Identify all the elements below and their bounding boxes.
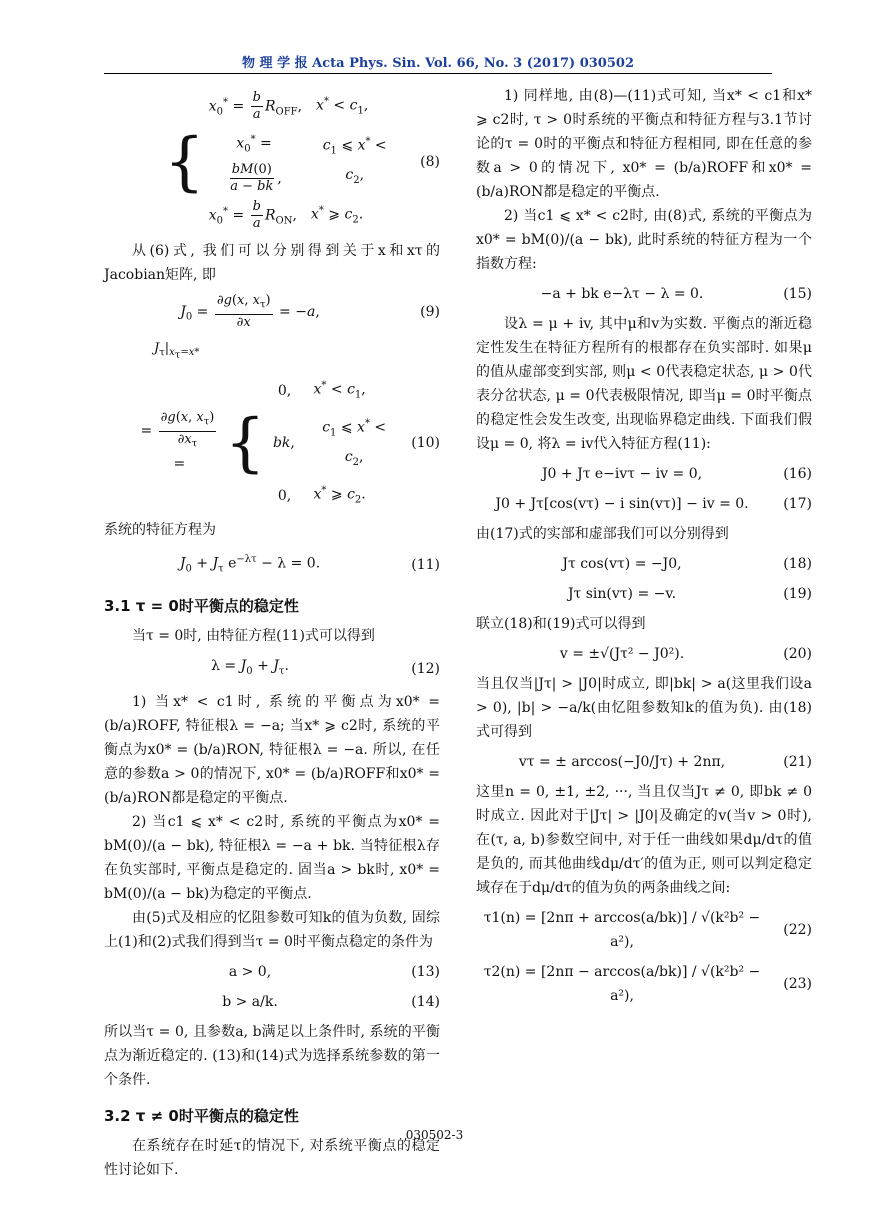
equation-21: vτ = ± arccos(−J0/Jτ) + 2nπ, (21) xyxy=(476,750,812,774)
header-rule xyxy=(104,73,772,74)
equation-number: (12) xyxy=(411,660,440,677)
equation-number: (18) xyxy=(783,556,812,572)
paragraph: 由(17)式的实部和虚部我们可以分别得到 xyxy=(476,526,729,542)
equation-number: (11) xyxy=(411,557,440,574)
page-number: 030502-3 xyxy=(405,1128,464,1142)
paragraph: 设λ = μ + iv, 其中μ和v为实数. 平衡点的渐近稳定性发生在特征方程所有的根都存在负实部时. 如果μ的值从虚部变到实部, 则μ < 0代表稳定状态, μ > 0代表分岔状态, μ = 0代表极限情况, 即当μ = 0时平衡点的稳定性会发生改变, 出现临界稳定曲线. 下面我们假设μ = 0, 将λ = iv代入特征方程(11): xyxy=(476,316,812,452)
paragraph: 联立(18)和(19)式可以得到 xyxy=(476,616,646,632)
paragraph: 所以当τ = 0, 且参数a, b满足以上条件时, 系统的平衡点为渐近稳定的. (13)和(14)式为选择系统参数的第一个条件. xyxy=(104,1023,440,1088)
equation-number: (22) xyxy=(783,922,812,938)
left-column xyxy=(104,84,440,1182)
jtau-label: $J_\tau|_{x_\tau=x*}$ xyxy=(154,340,200,362)
section-heading-3-2: 3.2 τ ≠ 0时平衡点的稳定性 xyxy=(104,1106,299,1125)
paragraph: 2) 当c1 ⩽ x* < c2时, 由(8)式, 系统的平衡点为x0* = bM(0)/(a − bk), 此时系统的特征方程为一个指数方程: xyxy=(476,208,812,272)
equation-number: (15) xyxy=(783,286,812,302)
paragraph: 在系统存在时延τ的情况下, 对系统平衡点的稳定性讨论如下. xyxy=(104,1137,440,1178)
equation-23: τ2(n) = [2nπ − arccos(a/bk)] / √(k²b² − a²), (23) xyxy=(483,964,812,1004)
paragraph: 当且仅当|Jτ| > |J0|时成立, 即|bk| > a(这里我们设a > 0), |b| > −a/k(由忆阻参数知k的值为负). 由(18)式可得到 xyxy=(476,676,812,740)
paragraph: 当τ = 0时, 由特征方程(11)式可以得到 xyxy=(132,627,375,644)
equation-20: v = ±√(Jτ² − J0²). (20) xyxy=(476,642,812,666)
equation-number: (21) xyxy=(783,754,812,770)
equation-19: Jτ sin(vτ) = −v. (19) xyxy=(476,582,812,606)
paragraph: 1) 同样地, 由(8)—(11)式可知, 当x* < c1和x* ⩾ c2时, τ > 0时系统的平衡点和特征方程与3.1节讨论的τ = 0时的平衡点和特征方程相同, 即在任意的参数a > 0的情况下, x0* = (b/a)ROFF和x0* = (b/a)RON都是稳定的平衡点. xyxy=(476,88,812,200)
equation-8: { $x_0^*$ = $\frac{b}{a}$ $R_{OFF}$, $x^* < c_1$, $x_0^*$ = $\frac{bM(0)}{a - bk}$ , $c_1$ ⩽ $x^* < c_2$, $x_0^*$ = $\frac{b}{a}$ $R_{ON}$, x* ⩾ $c_2$. (8) xyxy=(164,90,440,231)
equation-number: (16) xyxy=(783,466,812,482)
equation-9: $J_0$ = $\frac{\partial g(x, x_\tau)}{\partial x}$ = −a, (9) xyxy=(180,293,440,330)
equation-number: (13) xyxy=(411,963,440,980)
equation-22: τ1(n) = [2nπ + arccos(a/bk)] / √(k²b² − a²), (22) xyxy=(483,910,812,950)
paragraph: 1) 当x* < c1时, 系统的平衡点为x0* = (b/a)ROFF, 特征根λ = −a; 当x* ⩾ c2时, 系统的平衡点为x0* = (b/a)RON, 特征根λ = −a. 所以, 在任意的参数a > 0的情况下, x0* = (b/a)ROFF和x0* = (b/a)RON都是稳定的平衡点. xyxy=(104,693,440,806)
equation-number: (10) xyxy=(411,435,440,452)
equation-number: (8) xyxy=(420,153,440,170)
equation-16: J0 + Jτ e−ivτ − iv = 0, (16) xyxy=(476,462,812,486)
equation-number: (19) xyxy=(783,586,812,602)
equation-number: (23) xyxy=(783,976,812,992)
journal-header: 物 理 学 报 Acta Phys. Sin. Vol. 66, No. 3 (2017) 030502 xyxy=(242,56,634,71)
paragraph: 系统的特征方程为 xyxy=(104,522,216,539)
paragraph: 从(6)式, 我们可以分别得到关于x和xτ的Jacobian矩阵, 即 xyxy=(104,243,440,284)
equation-14: b > a/k. (14) xyxy=(104,990,440,1014)
section-heading-3-1: 3.1 τ = 0时平衡点的稳定性 xyxy=(104,596,299,615)
equation-17: J0 + Jτ[cos(vτ) − i sin(vτ)] − iv = 0. (17) xyxy=(476,492,812,516)
equation-11: $J_0 + J_\tau$ $e^{-\lambda\tau} - \lambda = 0$. (11) xyxy=(104,548,440,581)
equation-13: a > 0, (13) xyxy=(104,960,440,984)
equation-18: Jτ cos(vτ) = −J0, (18) xyxy=(476,552,812,576)
equation-10: = $\frac{\partial g(x, x_\tau)}{\partial x_\tau}$ = { 0, $x^* < c_1$, bk, $c_1$ ⩽ $x^* < c_2$, 0, x* ⩾ $c_2$. (10) xyxy=(140,380,440,506)
paragraph: 由(5)式及相应的忆阻参数可知k的值为负数, 固综上(1)和(2)式我们得到当τ = 0时平衡点稳定的条件为 xyxy=(104,909,440,950)
equation-12: $\lambda = J_0 + J_\tau$. (12) xyxy=(104,654,440,684)
equation-number: (20) xyxy=(783,646,812,662)
equation-15: −a + bk e−λτ − λ = 0. (15) xyxy=(476,282,812,306)
equation-number: (17) xyxy=(783,496,812,512)
paragraph: 这里n = 0, ±1, ±2, ···, 当且仅当Jτ ≠ 0, 即bk ≠ 0时成立. 因此对于|Jτ| > |J0|及确定的v(当v > 0时), 在(τ, a, b)参数空间中, 对于任一曲线如果dμ/dτ的值是负的, 而其他曲线dμ/dτ′的值为正, 则可以判定稳定域存在于dμ/dτ的值为负的两条曲线之间: xyxy=(476,784,812,896)
paragraph: 2) 当c1 ⩽ x* < c2时, 系统的平衡点为x0* = bM(0)/(a − bk), 特征根λ = −a + bk. 当特征根λ存在负实部时, 平衡点是稳定的. 固当a > bk时, x0* = bM(0)/(a − bk)为稳定的平衡点. xyxy=(104,813,440,902)
equation-number: (9) xyxy=(420,303,440,320)
right-column xyxy=(476,84,812,1014)
equation-number: (14) xyxy=(411,993,440,1010)
